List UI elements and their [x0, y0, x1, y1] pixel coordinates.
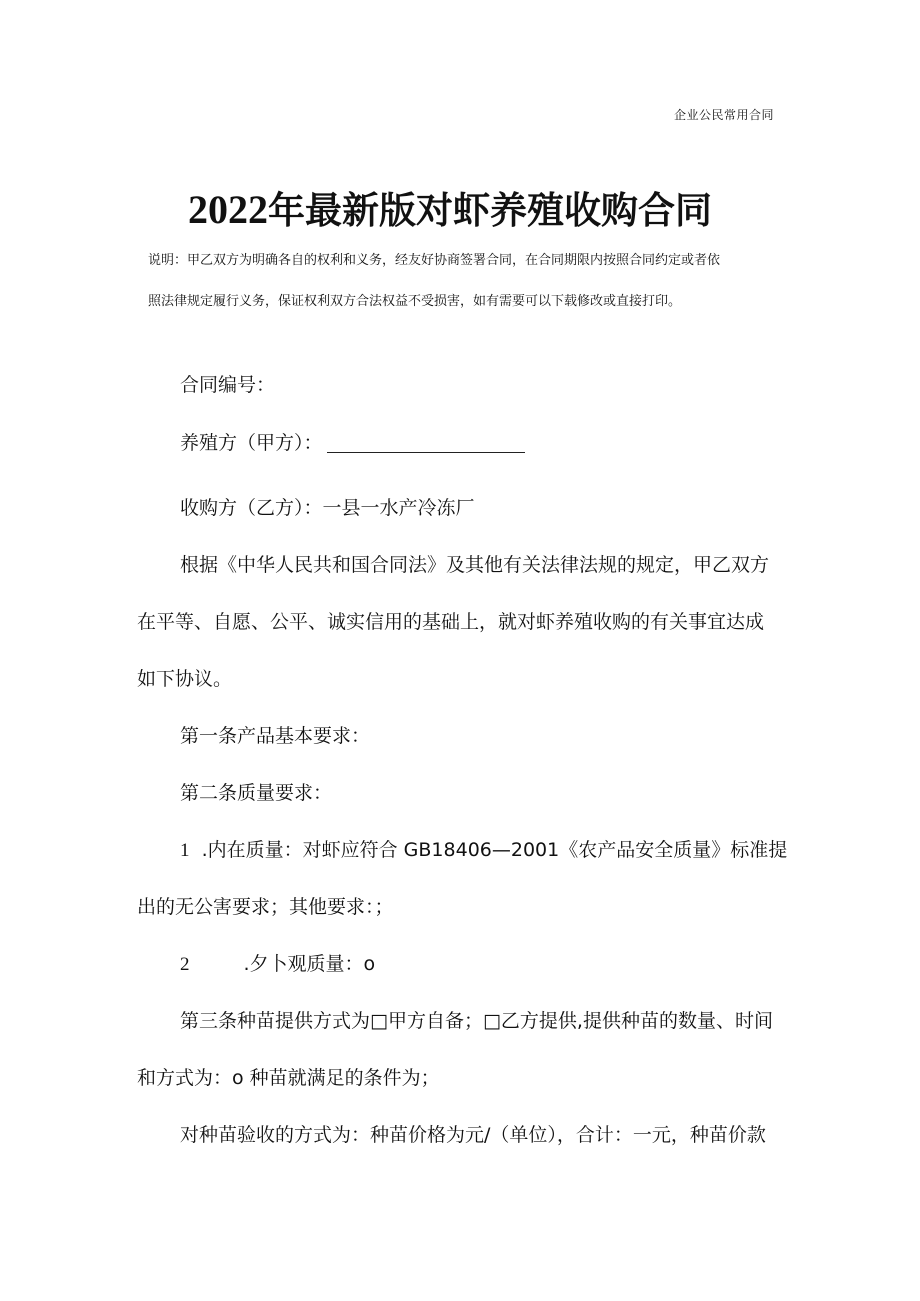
note-line-2: 照法律规定履行义务，保证权利双方合法权益不受损害，如有需要可以下载修改或直接打印。	[148, 294, 682, 309]
item-1-text: .内在质量：对虾应符合 GB18406—2001《农产品安全质量》标准提	[201, 839, 788, 861]
intro-line-2: 在平等、自愿、公平、诚实信用的基础上，就对虾养殖收购的有关事宜达成	[137, 611, 765, 633]
document-title	[0, 180, 900, 234]
party-b-line: 收购方（乙方）：一县一水产冷冻厂	[180, 497, 475, 519]
intro-line-3: 如下协议。	[137, 668, 233, 690]
intro-line-1: 根据《中华人民共和国合同法》及其他有关法律法规的规定，甲乙双方	[180, 554, 770, 576]
article-1-heading: 第一条产品基本要求：	[180, 725, 371, 747]
article-3-line-1: 第三条种苗提供方式为□甲方自备；□乙方提供,提供种苗的数量、时间	[180, 1010, 773, 1032]
item-1-continuation: 出的无公害要求；其他要求：；	[137, 896, 394, 918]
item-1-line	[180, 835, 787, 862]
article-3-line-2: 和方式为：o 种苗就满足的条件为；	[137, 1067, 440, 1089]
item-2-text: .夕卜观质量：o	[243, 953, 376, 975]
article-2-heading: 第二条质量要求：	[180, 782, 333, 804]
party-a-label: 养殖方（甲方）：	[180, 432, 323, 454]
acceptance-line: 对种苗验收的方式为：种苗价格为元/（单位），合计：一元，种苗价款	[180, 1124, 766, 1146]
party-a-line	[180, 428, 525, 455]
title-year: 2022	[188, 187, 268, 232]
item-1-number: 1	[180, 840, 190, 861]
note-line-1: 说明：甲乙双方为明确各自的权利和义务，经友好协商签署合同，在合同期限内按照合同约定或者依	[148, 253, 721, 268]
item-2-number: 2	[180, 954, 190, 975]
title-text: 年最新版对虾养殖收购合同	[268, 189, 712, 232]
party-a-blank[interactable]	[327, 434, 525, 453]
item-2-line	[180, 949, 375, 976]
contract-number-label: 合同编号：	[180, 374, 276, 396]
header-label: 企业公民常用合同	[674, 108, 775, 122]
